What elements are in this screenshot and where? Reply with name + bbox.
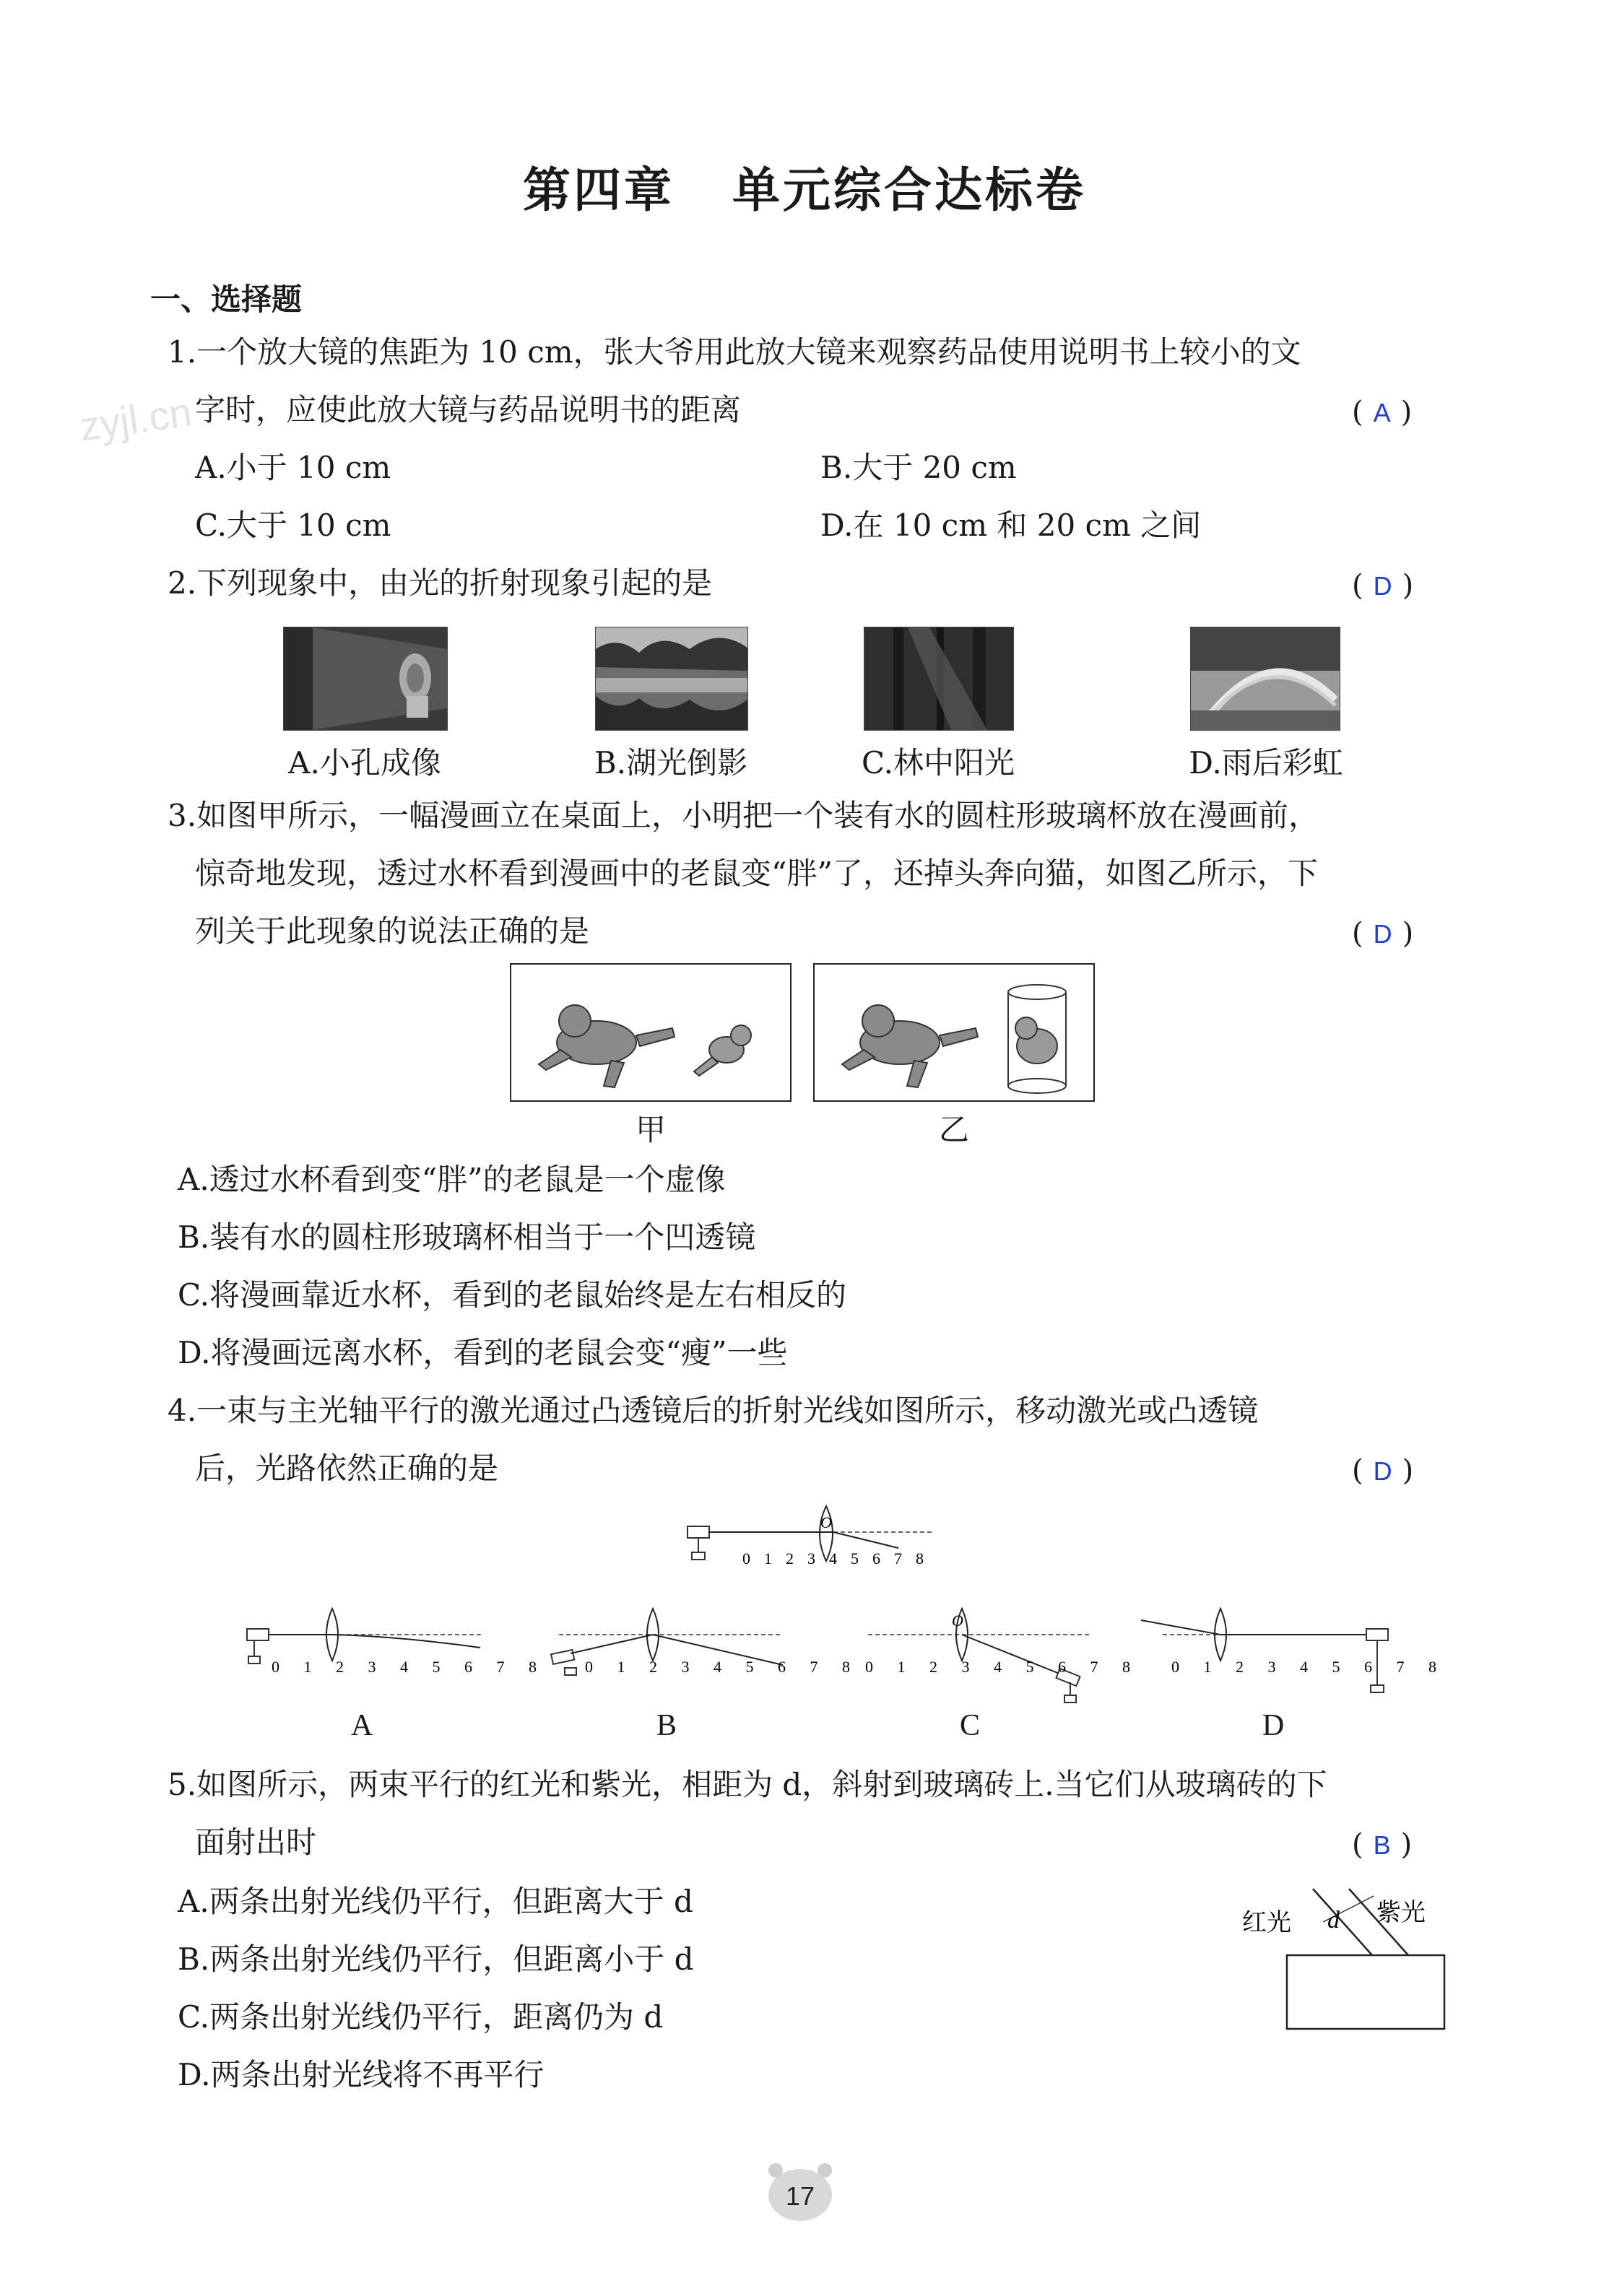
q3-stem-line-2: 惊奇地发现，透过水杯看到漫画中的老鼠变“胖”了，还掉头奔向猫，如图乙所示，下 [195,856,1318,891]
q3-answer-slot: ( D ) [1352,917,1414,950]
q3-stem-line-1: 3.如图甲所示，一幅漫画立在桌面上，小明把一个装有水的圆柱形玻璃杯放在漫画前， [168,798,1319,833]
q1-option-b: B.大于 20 cm [820,450,1017,485]
red-light-ray [1313,1889,1372,1955]
cartoon-frame-jia [510,963,792,1102]
q2-answer-slot: ( D ) [1352,569,1414,602]
q5-answer-slot: ( B ) [1352,1828,1413,1861]
pinhole-photo [283,627,448,731]
q2-option-d: D.雨后彩虹 [1189,745,1343,780]
q4-stem-line-1: 4.一束与主光轴平行的激光通过凸透镜后的折射光线如图所示，移动激光或凸透镜 [168,1393,1259,1428]
q4-option-b-label: B [656,1709,677,1742]
page-number-badge [755,2154,849,2227]
violet-light-label: 紫光 [1376,1898,1426,1927]
laser-device [688,1526,709,1538]
svg-text:0: 0 [742,1549,750,1567]
q1-option-a: A.小于 10 cm [195,450,391,485]
q1-answer: A [1373,398,1391,427]
q1-option-d: D.在 10 cm 和 20 cm 之间 [820,508,1202,543]
q1-answer-slot: ( A ) [1352,396,1413,429]
svg-text:6: 6 [872,1549,880,1567]
page-number: 17 [785,2181,815,2211]
q2-answer: D [1373,571,1392,601]
q4-option-c-label: C [959,1709,980,1742]
q5-option-a: A.两条出射光线仍平行，但距离大于 d [178,1884,693,1919]
q3-option-b: B.装有水的圆柱形玻璃杯相当于一个凹透镜 [178,1219,756,1255]
scale-ticks [742,1549,924,1567]
svg-text:7: 7 [894,1549,902,1567]
q2-option-b: B.湖光倒影 [594,745,748,780]
q3-option-d: D.将漫画远离水杯，看到的老鼠会变“瘦”一些 [178,1335,788,1370]
svg-text:0 1 2 3 4 5 6 7 8: 0 1 2 3 4 5 6 7 8 [585,1658,860,1676]
optics-option-d [1141,1606,1447,1707]
glass-block [1287,1955,1444,2029]
q5-answer: B [1373,1830,1391,1860]
figure-label-yi: 乙 [939,1112,970,1147]
svg-text:5: 5 [851,1549,859,1567]
q1-stem-line-2: 字时，应使此放大镜与药品说明书的距离 [195,392,742,427]
q2-option-c: C.林中阳光 [862,745,1015,780]
svg-text:4: 4 [829,1549,837,1567]
q3-answer: D [1373,919,1392,949]
distance-label: d [1327,1907,1340,1934]
q4-option-d-label: D [1262,1709,1285,1742]
red-light-label: 红光 [1242,1908,1291,1937]
svg-text:0 1 2 3 4 5 6 7 8: 0 1 2 3 4 5 6 7 8 [272,1658,547,1676]
q5-option-b: B.两条出射光线仍平行，但距离小于 d [178,1941,694,1977]
q1-option-c: C.大于 10 cm [195,508,391,543]
page-title [0,152,1609,220]
lens-center-label: O [820,1513,832,1531]
svg-text:1: 1 [764,1549,772,1567]
q3-option-a: A.透过水杯看到变“胖”的老鼠是一个虚像 [178,1162,726,1197]
svg-text:0 1 2 3 4 5 6 7 8: 0 1 2 3 4 5 6 7 8 [1171,1658,1447,1676]
q2-option-a: A.小孔成像 [288,745,441,780]
optics-option-a [238,1606,547,1678]
svg-text:3: 3 [807,1549,815,1567]
q3-option-c: C.将漫画靠近水杯，看到的老鼠始终是左右相反的 [178,1277,846,1313]
figure-label-jia: 甲 [636,1112,667,1147]
optics-option-c [861,1606,1140,1707]
svg-text:8: 8 [916,1549,924,1567]
q3-stem-line-3: 列关于此现象的说法正确的是 [195,913,590,949]
forest-sunlight-photo [864,627,1014,731]
svg-text:O: O [952,1612,963,1630]
chapter-subtitle: 单元综合达标卷 [732,162,1086,218]
glass-block-diagram [1242,1884,1459,2043]
svg-text:0 1 2 3 4 5 6 7 8: 0 1 2 3 4 5 6 7 8 [865,1658,1140,1676]
q5-stem-line-2: 面射出时 [195,1825,317,1860]
q4-option-a-label: A [350,1709,373,1742]
q5-option-d: D.两条出射光线将不再平行 [178,2057,545,2092]
watermark: zyjl.cn [77,388,195,450]
cartoon-frame-yi [813,963,1095,1102]
q4-stem-line-2: 后，光路依然正确的是 [195,1451,499,1486]
optics-option-b [545,1606,860,1685]
q5-stem-line-1: 5.如图所示，两束平行的红光和紫光，相距为 d，斜射到玻璃砖上.当它们从玻璃砖的下 [168,1767,1327,1802]
chapter-label: 第四章 [523,162,675,218]
rainbow-photo [1190,627,1340,731]
svg-text:2: 2 [786,1549,794,1567]
q2-stem: 2.下列现象中，由光的折射现象引起的是 [168,565,713,601]
section-heading: 一、选择题 [150,282,303,317]
optics-reference-diagram [682,1505,949,1570]
q1-stem-line-1: 1.一个放大镜的焦距为 10 cm，张大爷用此放大镜来观察药品使用说明书上较小的文 [168,334,1301,370]
q4-answer: D [1373,1456,1392,1486]
lake-reflection-photo [595,627,748,731]
q4-answer-slot: ( D ) [1352,1454,1414,1487]
q5-option-c: C.两条出射光线仍平行，距离仍为 d [178,1999,664,2035]
